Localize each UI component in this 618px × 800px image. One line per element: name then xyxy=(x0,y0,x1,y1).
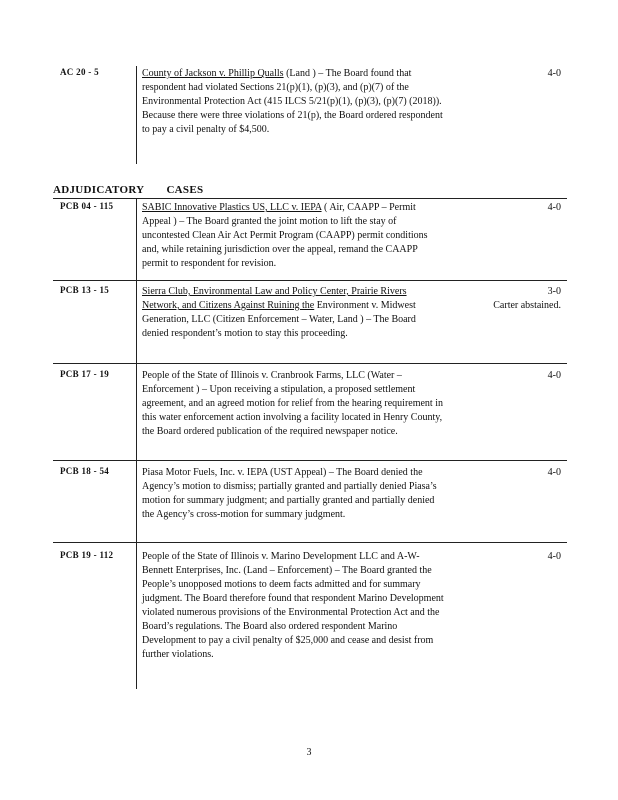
case-description xyxy=(142,466,445,522)
vote-count: 4-0 xyxy=(547,551,561,562)
row-separator xyxy=(53,198,567,199)
case-text: (Land ) – The Board found that respondent had violated Sections 21(p)(1), (p)(3), and (p)(7) of the Environmental Protection Act (415 ILCS 5/21(p)(1), (p)(3), (p)(7) (2018)). Because there were three violations of 21(p), the Board ordered respondent to pay a civil penalty of $4,500. xyxy=(142,68,443,135)
case-text: People of the State of Illinois v. Marino Development LLC and A-W-Bennett Enterprises, Inc. (Land – Enforcement) – The Board granted the People’s unopposed motions to deem facts admitted and for summary judgment. The Board therefore found that respondent Marino Development violated numerous provisions of the Environmental Protection Act and the Board’s regulations. The Board also ordered respondent Marino Development to pay a civil penalty of $25,000 and cease and desist from further violations. xyxy=(142,551,444,660)
column-divider xyxy=(136,199,137,689)
vote-count-value: 3-0 xyxy=(547,286,561,297)
row-separator xyxy=(53,363,567,364)
row-separator xyxy=(53,542,567,543)
vote-note: Carter abstained. xyxy=(493,300,561,311)
docket-number: AC 20 - 5 xyxy=(60,67,99,77)
case-title: County of Jackson v. Phillip Qualls xyxy=(142,68,284,79)
case-title: Sierra Club, Environmental Law and Policy Center, Prairie Rivers Network, and Citizens Against Ruining the xyxy=(142,286,407,311)
case-text: ( Air, CAAPP – Permit Appeal ) – The Board granted the joint motion to lift the stay of uncontested Clean Air Act Permit Program (CAAPP) permit conditions and, while retaining jurisdiction over the appeal, remand the CAAPP permit to respondent for revision. xyxy=(142,202,428,269)
docket-number: PCB 19 - 112 xyxy=(60,550,114,560)
case-description xyxy=(142,550,445,662)
section-heading-word-2: CASES xyxy=(166,184,204,196)
vote-count: 4-0 xyxy=(547,370,561,381)
section-heading xyxy=(53,184,203,196)
case-title: SABIC Innovative Plastics US, LLC v. IEPA xyxy=(142,202,322,213)
case-description xyxy=(142,67,445,137)
case-text: Piasa Motor Fuels, Inc. v. IEPA (UST Appeal) – The Board denied the Agency’s motion to dismiss; partially granted and partially denied Piasa’s motion for summary judgment; and partially granted and partially denied the Agency’s cross-motion for summary judgment. xyxy=(142,467,437,520)
docket-number: PCB 17 - 19 xyxy=(60,369,110,379)
vote-count: 4-0 xyxy=(547,202,561,213)
case-description xyxy=(142,369,445,439)
docket-number: PCB 18 - 54 xyxy=(60,466,110,476)
case-text: Environment v. Midwest Generation, LLC (Citizen Enforcement – Water, Land ) – The Board denied respondent’s motion to stay this proceeding. xyxy=(142,300,416,339)
vote-count xyxy=(493,285,561,313)
row-separator xyxy=(53,460,567,461)
case-description xyxy=(142,285,445,341)
page-number: 3 xyxy=(306,747,312,758)
vote-count: 4-0 xyxy=(547,68,561,79)
vote-count: 4-0 xyxy=(547,467,561,478)
case-description xyxy=(142,201,445,271)
section-heading-word-1: ADJUDICATORY xyxy=(53,184,145,196)
row-separator xyxy=(53,280,567,281)
docket-number: PCB 13 - 15 xyxy=(60,285,110,295)
case-text: People of the State of Illinois v. Cranbrook Farms, LLC (Water – Enforcement ) – Upon receiving a stipulation, a proposed settlement agreement, and an agreed motion for relief from the hearing requirement in this water enforcement action involving a facility located in Henry County, the Board ordered publication of the required newspaper notice. xyxy=(142,370,443,437)
docket-number: PCB 04 - 115 xyxy=(60,201,114,211)
column-divider xyxy=(136,66,137,164)
